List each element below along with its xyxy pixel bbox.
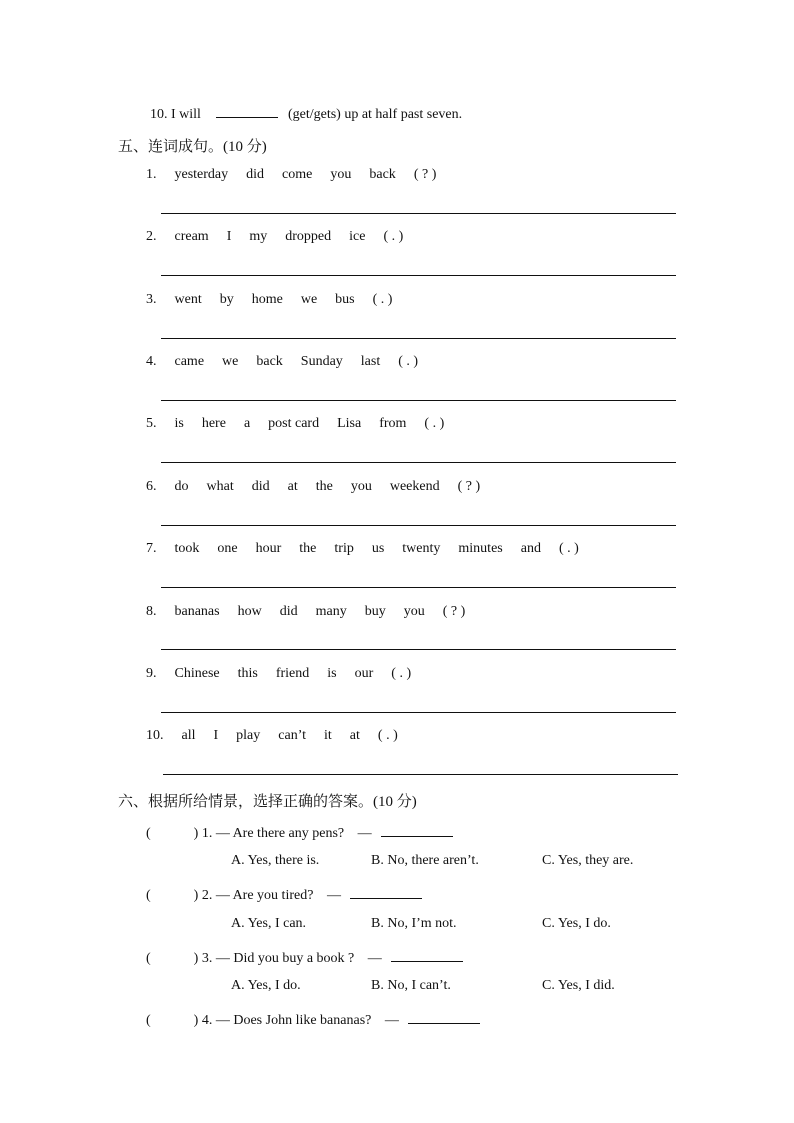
word: at [349,728,360,743]
options-row [0,916,794,934]
word: at [287,479,298,494]
top-fill-item [150,103,462,123]
word: trip [334,541,354,556]
item-number: 1. [201,826,213,841]
word: weekend [389,479,440,494]
word: this [237,666,258,681]
reply-dash: — [326,888,341,903]
word: the [299,541,317,556]
reply-blank[interactable] [350,884,422,899]
option-a[interactable]: A. Yes, I can. [231,916,307,931]
answer-line[interactable] [161,525,676,526]
word: minutes [458,541,503,556]
option-a[interactable]: A. Yes, I do. [231,978,301,993]
choice-question [146,947,469,967]
answer-line[interactable] [161,649,676,650]
reorder-item [146,604,465,620]
punctuation-hint: ( ? ) [413,167,437,182]
punctuation-hint: ( . ) [391,666,412,681]
answer-bracket-close: ) [193,1013,199,1028]
reply-dash: — [367,951,382,966]
item-number: 9. [146,666,157,681]
word: from [379,416,407,431]
word: one [217,541,238,556]
item-number: 6. [146,479,157,494]
word: bus [335,292,355,307]
word: cream [174,229,209,244]
word: you [403,604,425,619]
options-row [0,978,794,996]
reorder-item [146,479,480,495]
answer-line[interactable] [161,275,676,276]
word: we [222,354,239,369]
punctuation-hint: ( . ) [372,292,393,307]
answer-bracket-close: ) [193,888,199,903]
word: can’t [278,728,307,743]
item-number: 3. [146,292,157,307]
word: is [174,416,184,431]
reorder-item [146,416,444,432]
word: us [371,541,385,556]
punctuation-hint: ( ? ) [442,604,466,619]
verb-hint: (get/gets) [287,107,341,122]
question-text: — Are there any pens? [215,826,345,841]
word: bananas [174,604,220,619]
option-b[interactable]: B. No, there aren’t. [371,853,479,868]
reorder-item [146,167,436,183]
answer-bracket-close: ) [193,951,199,966]
question-text: — Did you buy a book ? [215,951,355,966]
option-c[interactable]: C. Yes, they are. [542,853,634,868]
word: come [282,167,313,182]
item-number: 3. [201,951,213,966]
answer-bracket-open: ( [146,888,151,903]
option-c[interactable]: C. Yes, I do. [542,916,611,931]
answer-line[interactable] [163,774,678,775]
item-number: 7. [146,541,157,556]
word: ice [349,229,366,244]
word: you [350,479,372,494]
word: our [354,666,374,681]
word: friend [275,666,310,681]
word: Lisa [337,416,362,431]
word: you [330,167,352,182]
reply-blank[interactable] [381,822,453,837]
word: yesterday [174,167,229,182]
choice-question [146,884,428,904]
punctuation-hint: ( . ) [398,354,419,369]
word: many [315,604,347,619]
word: did [279,604,298,619]
word: last [360,354,381,369]
item-number: 2. [201,888,213,903]
word: how [237,604,262,619]
item-number: 5. [146,416,157,431]
word: dropped [285,229,332,244]
item-number: 4. [201,1013,213,1028]
word: I [213,728,219,743]
answer-line[interactable] [161,400,676,401]
word: went [174,292,202,307]
reply-blank[interactable] [408,1009,480,1024]
section5-title: 五、连词成句。(10 分) [118,139,267,155]
item-number: 10. [146,728,164,743]
option-b[interactable]: B. No, I can’t. [371,978,451,993]
word: by [219,292,234,307]
word: twenty [402,541,441,556]
reorder-item [146,728,398,744]
punctuation-hint: ( . ) [383,229,404,244]
punctuation-hint: ( . ) [377,728,398,743]
reply-dash: — [384,1013,399,1028]
word: is [327,666,337,681]
answer-line[interactable] [161,213,676,214]
word: Chinese [174,666,220,681]
word: hour [255,541,282,556]
section6-title: 六、根据所给情景，选择正确的答案。(10 分) [118,794,417,810]
word: we [300,292,318,307]
word: buy [364,604,386,619]
word: a [243,416,251,431]
item-text-before: I will [171,107,201,122]
item-number: 1. [146,167,157,182]
word: came [174,354,205,369]
punctuation-hint: ( . ) [424,416,445,431]
item-number: 4. [146,354,157,369]
answer-line[interactable] [161,587,676,588]
fill-blank[interactable] [216,103,278,118]
word: took [174,541,200,556]
word: play [236,728,261,743]
item-text-after: up at half past seven. [344,107,463,122]
item-number: 2. [146,229,157,244]
word: back [369,167,396,182]
answer-line[interactable] [161,712,676,713]
word: the [315,479,333,494]
answer-line[interactable] [161,462,676,463]
word: do [174,479,189,494]
choice-question [146,1009,486,1029]
word: Sunday [300,354,343,369]
reorder-item [146,666,411,682]
item-number: 8. [146,604,157,619]
reply-blank[interactable] [391,947,463,962]
reorder-item [146,354,418,370]
option-a[interactable]: A. Yes, there is. [231,853,320,868]
word: here [201,416,226,431]
word: back [256,354,283,369]
word: I [226,229,232,244]
answer-bracket-open: ( [146,826,151,841]
punctuation-hint: ( ? ) [457,479,481,494]
options-row [0,853,794,871]
word: did [246,167,265,182]
answer-bracket-close: ) [193,826,199,841]
item-number: 10. [150,107,168,122]
answer-bracket-open: ( [146,1013,151,1028]
choice-question [146,822,459,842]
answer-line[interactable] [161,338,676,339]
word: my [249,229,268,244]
reorder-item [146,229,403,245]
word: post card [268,416,320,431]
word: and [520,541,541,556]
answer-bracket-open: ( [146,951,151,966]
reply-dash: — [357,826,372,841]
word: all [181,728,196,743]
word: what [206,479,234,494]
word: it [324,728,332,743]
reorder-item [146,292,392,308]
word: did [251,479,270,494]
option-b[interactable]: B. No, I’m not. [371,916,457,931]
option-c[interactable]: C. Yes, I did. [542,978,615,993]
word: home [251,292,283,307]
question-text: — Does John like bananas? [215,1013,372,1028]
question-text: — Are you tired? [215,888,314,903]
reorder-item [146,541,579,557]
punctuation-hint: ( . ) [558,541,579,556]
